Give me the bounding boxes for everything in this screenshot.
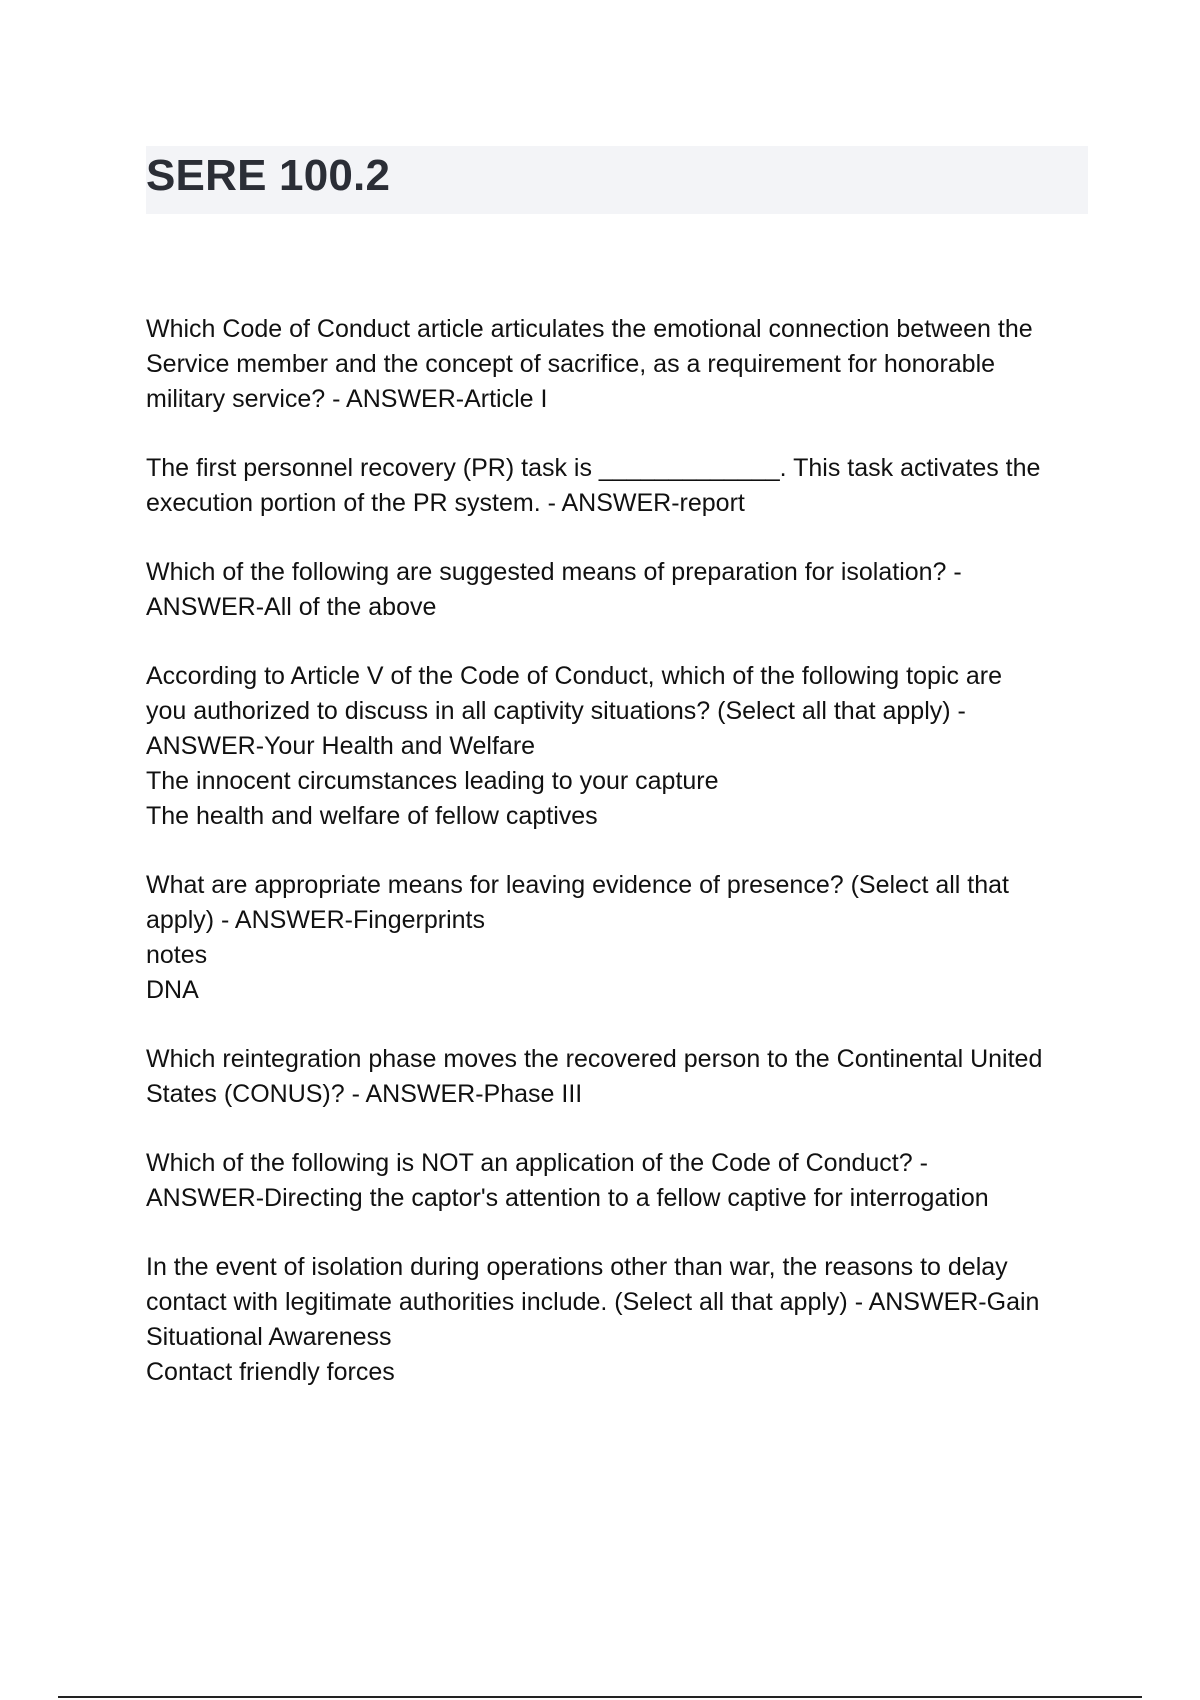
- title-bar: [146, 146, 1088, 214]
- qa-line: DNA: [146, 976, 199, 1004]
- qa-line: ANSWER-Your Health and Welfare: [146, 732, 536, 760]
- qa-line: Which Code of Conduct article articulates the emotional connection between the: [146, 315, 1033, 343]
- qa-line: you authorized to discuss in all captivity situations? (Select all that apply) -: [146, 697, 966, 725]
- qa-item: [146, 555, 1096, 625]
- qa-item: [146, 868, 1096, 1008]
- qa-line: Which of the following is NOT an application of the Code of Conduct? -: [146, 1149, 928, 1177]
- qa-line: Which of the following are suggested means of preparation for isolation? -: [146, 558, 962, 586]
- qa-item: [146, 451, 1096, 521]
- qa-item: [146, 1042, 1096, 1112]
- qa-line: military service? - ANSWER-Article I: [146, 385, 548, 413]
- qa-line: execution portion of the PR system. - ANSWER-report: [146, 489, 745, 517]
- qa-line: apply) - ANSWER-Fingerprints: [146, 906, 485, 934]
- qa-item: [146, 659, 1096, 834]
- qa-line: The health and welfare of fellow captives: [146, 802, 598, 830]
- qa-line: ANSWER-All of the above: [146, 593, 437, 621]
- qa-item: [146, 1250, 1096, 1390]
- qa-line: According to Article V of the Code of Conduct, which of the following topic are: [146, 662, 1003, 690]
- qa-line: Which reintegration phase moves the recovered person to the Continental United: [146, 1045, 1043, 1073]
- qa-list: [146, 312, 1096, 1424]
- qa-line: ANSWER-Directing the captor's attention to a fellow captive for interrogation: [146, 1184, 989, 1212]
- qa-line: notes: [146, 941, 208, 969]
- qa-line: Contact friendly forces: [146, 1358, 395, 1386]
- qa-item: [146, 312, 1096, 417]
- qa-line: Situational Awareness: [146, 1323, 392, 1351]
- qa-line: States (CONUS)? - ANSWER-Phase III: [146, 1080, 583, 1108]
- qa-line: The innocent circumstances leading to your capture: [146, 767, 719, 795]
- page-title: SERE 100.2: [146, 151, 391, 200]
- qa-line: What are appropriate means for leaving evidence of presence? (Select all that: [146, 871, 1009, 899]
- qa-line: In the event of isolation during operations other than war, the reasons to delay: [146, 1253, 1008, 1281]
- qa-line: contact with legitimate authorities include. (Select all that apply) - ANSWER-Gain: [146, 1288, 1040, 1316]
- footer-divider: [58, 1696, 1142, 1698]
- qa-line: Service member and the concept of sacrifice, as a requirement for honorable: [146, 350, 996, 378]
- qa-item: [146, 1146, 1096, 1216]
- qa-line: The first personnel recovery (PR) task is _____________. This task activates the: [146, 454, 1041, 482]
